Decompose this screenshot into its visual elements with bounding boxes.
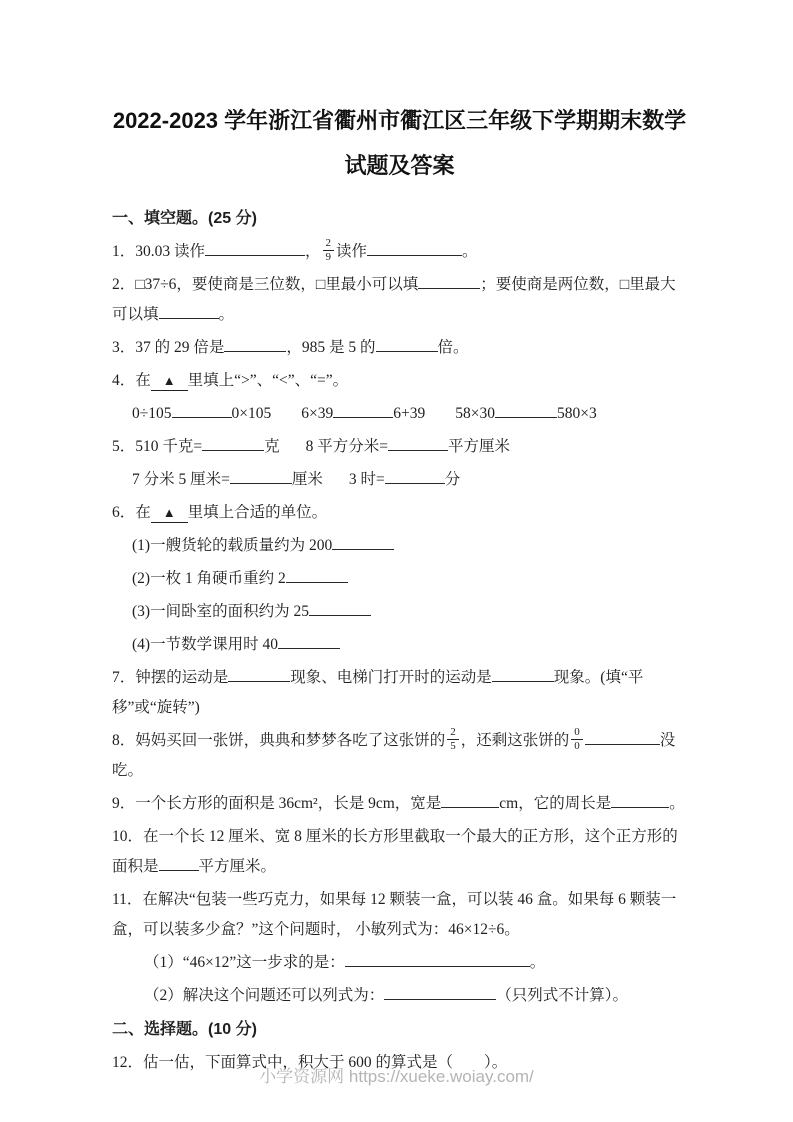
text-run: 8．妈妈买回一张饼，典典和梦梦各吃了这张饼的 bbox=[112, 732, 446, 749]
question-11-sub-1 bbox=[112, 948, 687, 978]
blank-underline bbox=[286, 567, 348, 583]
fraction-numerator: 0 bbox=[571, 726, 583, 740]
blank-underline bbox=[388, 435, 448, 451]
blank-underline bbox=[385, 468, 445, 484]
blank-underline bbox=[345, 951, 530, 967]
blank-underline bbox=[585, 729, 660, 745]
text-run: 平方厘米 bbox=[448, 438, 511, 455]
blank-underline bbox=[492, 666, 554, 682]
blank-underline bbox=[224, 336, 286, 352]
text-run: 二、选择题。(10 分) bbox=[112, 1021, 257, 1038]
blank-underline bbox=[230, 468, 292, 484]
blank-underline bbox=[228, 666, 290, 682]
question-4 bbox=[112, 366, 687, 396]
fraction bbox=[571, 726, 583, 752]
footer-watermark: 小学资源网 https://xueke.woiay.com/ bbox=[259, 1067, 534, 1086]
triangle-placeholder-icon: ▲ bbox=[151, 505, 188, 523]
question-4-items bbox=[112, 399, 687, 429]
text-run: 6×39 bbox=[301, 405, 334, 422]
fraction bbox=[323, 237, 335, 263]
text-run: 5．510 千克= bbox=[112, 438, 203, 455]
page-title-line1: 2022-2023 学年浙江省衢州市衢江区三年级下学期期末数学 bbox=[112, 108, 687, 133]
text-run: 一、填空题。(25 分) bbox=[112, 210, 257, 227]
blank-underline bbox=[418, 273, 480, 289]
blank-underline bbox=[332, 534, 394, 550]
text-run: 没吃。 bbox=[112, 732, 676, 779]
text-run: 倍。 bbox=[437, 339, 469, 356]
text-run: ， bbox=[305, 243, 321, 260]
question-2 bbox=[112, 270, 687, 330]
text-run: 580×3 bbox=[557, 405, 597, 422]
text-run: 里填上合适的单位。 bbox=[187, 504, 328, 521]
question-6-item-3 bbox=[112, 597, 687, 627]
text-run: 6．在 bbox=[112, 504, 151, 521]
text-run: （2）解决这个问题还可以列式为： bbox=[144, 987, 385, 1004]
spacer-gap bbox=[323, 483, 349, 484]
text-run: 7．钟摆的运动是 bbox=[112, 669, 229, 686]
blank-underline bbox=[159, 303, 219, 319]
spacer-gap bbox=[271, 417, 301, 418]
blank-underline bbox=[309, 600, 371, 616]
question-6-item-1 bbox=[112, 531, 687, 561]
blank-underline bbox=[172, 402, 232, 418]
question-6-item-4 bbox=[112, 630, 687, 660]
triangle-placeholder-icon: ▲ bbox=[151, 373, 188, 391]
fraction-denominator: 0 bbox=[574, 739, 580, 752]
text-run: 分 bbox=[444, 471, 461, 488]
text-run: （只列式不计算）。 bbox=[496, 987, 629, 1004]
text-run: (2)一枚 1 角硬币重约 2 bbox=[132, 570, 286, 587]
text-run: 里填上“>”、“<”、“=”。 bbox=[187, 372, 349, 389]
text-run: 8 平方分米= bbox=[305, 438, 389, 455]
question-8 bbox=[112, 726, 687, 786]
blank-underline bbox=[333, 402, 393, 418]
text-run: 现象。(填“平移”或“旋转”) bbox=[112, 669, 644, 716]
text-run: 读作 bbox=[336, 243, 368, 260]
text-run: 0÷105 bbox=[132, 405, 172, 422]
text-run: cm，它的周长是 bbox=[499, 795, 612, 812]
question-9 bbox=[112, 789, 687, 819]
section-2-heading bbox=[112, 1015, 687, 1045]
spacer-gap bbox=[425, 417, 455, 418]
text-run: 58×30 bbox=[455, 405, 496, 422]
fraction-denominator: 9 bbox=[325, 250, 332, 263]
text-run: 1．30.03 读作 bbox=[112, 243, 206, 260]
text-run: 7 分米 5 厘米= bbox=[132, 471, 230, 488]
question-6-item-2 bbox=[112, 564, 687, 594]
text-run: 6+39 bbox=[393, 405, 426, 422]
text-run: 克 bbox=[264, 438, 280, 455]
question-6 bbox=[112, 498, 687, 528]
question-3 bbox=[112, 333, 687, 363]
page-title bbox=[112, 98, 687, 188]
blank-underline bbox=[384, 984, 496, 1000]
question-1 bbox=[112, 237, 687, 267]
text-run: 10．在一个长 12 厘米、宽 8 厘米的长方形里截取一个最大的正方形，这个正方形的面积是 bbox=[112, 828, 678, 875]
text-run: 2．□37÷6，要使商是三位数，□里最小可以填 bbox=[112, 276, 419, 293]
text-run: 0×105 bbox=[231, 405, 272, 422]
blank-underline bbox=[159, 855, 199, 871]
blank-underline bbox=[278, 633, 340, 649]
blank-underline bbox=[202, 435, 264, 451]
fraction-numerator: 2 bbox=[447, 726, 459, 740]
blank-underline bbox=[376, 336, 438, 352]
text-run: 12．估一估，下面算式中，积大于 600 的算式是（ ）。 bbox=[112, 1054, 508, 1071]
question-5 bbox=[112, 432, 687, 462]
text-run: ，还剩这张饼的 bbox=[460, 732, 570, 749]
text-run: (1)一艘货轮的载质量约为 200 bbox=[132, 537, 333, 554]
blank-underline bbox=[611, 792, 669, 808]
text-run: 3．37 的 29 倍是 bbox=[112, 339, 225, 356]
blank-underline bbox=[495, 402, 557, 418]
question-10 bbox=[112, 822, 687, 882]
exam-body bbox=[112, 204, 687, 1078]
text-run: 。 bbox=[462, 243, 478, 260]
question-11 bbox=[112, 885, 687, 945]
text-run: 平方厘米。 bbox=[198, 858, 277, 875]
fraction-denominator: 5 bbox=[450, 739, 456, 752]
question-7 bbox=[112, 663, 687, 723]
text-run: ；要使商是两位数，□里最大可以填 bbox=[112, 276, 676, 323]
blank-underline bbox=[441, 792, 499, 808]
text-run: 厘米 bbox=[291, 471, 323, 488]
text-run: 现象、电梯门打开时的运动是 bbox=[290, 669, 492, 686]
page-title-line2: 试题及答案 bbox=[344, 153, 455, 178]
fraction-numerator: 2 bbox=[323, 237, 335, 251]
fraction bbox=[447, 726, 459, 752]
text-run: 9．一个长方形的面积是 36cm²，长是 9cm，宽是 bbox=[112, 795, 442, 812]
text-run: 。 bbox=[218, 306, 235, 323]
text-run: 。 bbox=[529, 954, 546, 971]
question-5-line2 bbox=[112, 465, 687, 495]
blank-underline bbox=[367, 240, 462, 256]
text-run: (3)一间卧室的面积约为 25 bbox=[132, 603, 309, 620]
blank-underline bbox=[205, 240, 305, 256]
spacer-gap bbox=[280, 450, 306, 451]
text-run: （1）“46×12”这一步求的是： bbox=[144, 954, 345, 971]
text-run: 。 bbox=[669, 795, 685, 812]
section-1-heading bbox=[112, 204, 687, 234]
text-run: ，985 是 5 的 bbox=[286, 339, 376, 356]
text-run: 3 时= bbox=[348, 471, 385, 488]
text-run: (4)一节数学课用时 40 bbox=[132, 636, 278, 653]
question-11-sub-2 bbox=[112, 981, 687, 1011]
exam-content bbox=[112, 98, 687, 1081]
text-run: 4．在 bbox=[112, 372, 151, 389]
text-run: 11．在解决“包装一些巧克力，如果每 12 颗装一盒，可以装 46 盒。如果每 6 颗装一盒，可以装多少盒？”这个问题时， 小敏列式为：46×12÷6。 bbox=[112, 891, 677, 938]
